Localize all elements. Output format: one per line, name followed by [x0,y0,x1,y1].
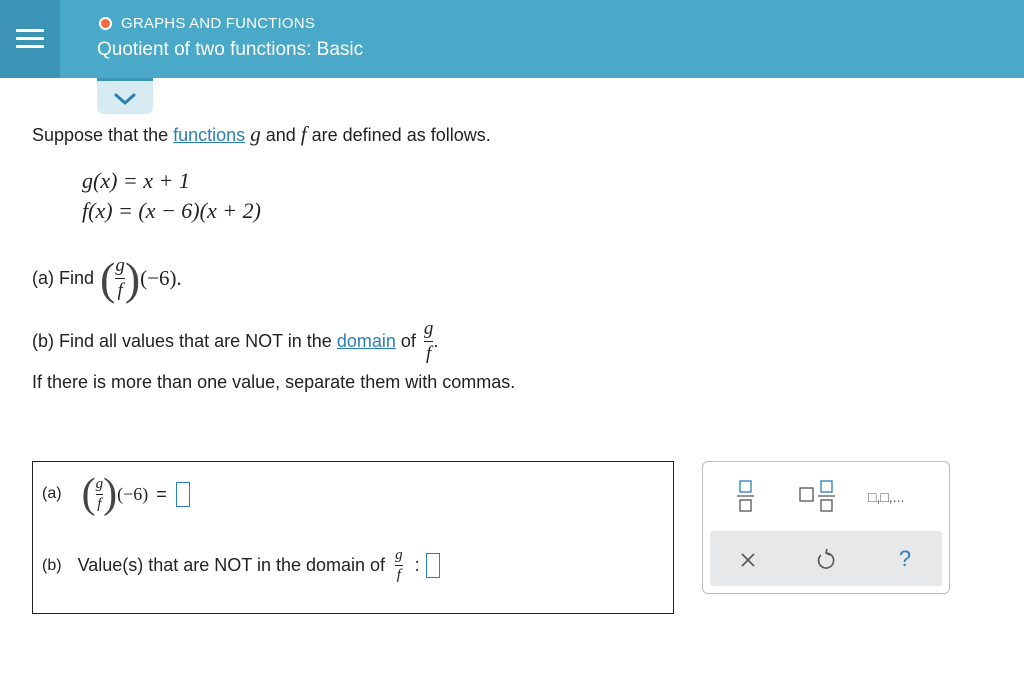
collapse-toggle-button[interactable] [97,78,153,114]
period: . [433,331,439,351]
part-a-label: (a) Find [32,268,95,288]
fraction-numerator: g [95,475,104,492]
fraction-denominator: f [425,343,432,364]
fraction-numerator: g [395,547,403,563]
answer-b-row [42,547,440,584]
answer-b-input[interactable] [426,553,440,578]
menu-button[interactable] [0,0,60,78]
undo-icon [812,545,840,573]
mixed-number-icon [796,475,840,515]
help-icon: ? [898,546,912,571]
right-paren: ) [124,253,141,304]
equation-f: f(x) = (x − 6)(x + 2) [82,198,261,223]
fraction-numerator: g [423,318,434,339]
equals-sign: = [156,483,167,504]
part-a-question [32,252,182,305]
undo-button[interactable] [812,545,840,573]
fraction-button[interactable] [728,475,764,515]
intro-text-end: are defined as follows. [311,125,491,145]
fraction-g-over-f [395,547,403,584]
left-paren: ( [81,471,96,517]
right-paren: ) [103,471,118,517]
part-b-text: (b) Find all values that are NOT in the [32,331,332,351]
fraction-denominator: f [117,280,123,301]
answer-a-input[interactable] [176,482,190,507]
part-a-argument: (−6). [140,266,182,290]
colon: : [414,555,420,575]
category-label: GRAPHS AND FUNCTIONS [121,15,316,32]
equation-g: g(x) = x + 1 [82,168,190,193]
fraction-bar [115,278,125,279]
answer-b-text: Value(s) that are NOT in the domain of [77,555,386,575]
and-text: and [265,125,296,145]
g-symbol: g [250,122,261,146]
of-text: of [400,331,416,351]
functions-link[interactable]: functions [173,125,246,145]
fraction-bar [96,494,104,495]
part-b-question [32,318,438,365]
answer-a-row [42,470,190,518]
hamburger-line [16,45,44,48]
fraction-denominator: f [396,567,401,583]
fraction-numerator: g [115,255,125,276]
fraction-g-over-f [424,318,434,365]
problem-intro [32,122,491,147]
answer-b-label: (b) [42,556,62,574]
left-paren: ( [100,253,116,304]
hamburger-line [16,37,44,40]
intro-text: Suppose that the [32,125,169,145]
answer-a-argument: (−6) [117,483,149,504]
status-dot-icon [99,17,112,30]
fraction-icon [728,475,764,515]
list-button[interactable] [868,485,904,505]
instruction-note: If there is more than one value, separate them with commas. [32,372,516,392]
f-symbol: f [300,122,307,146]
help-button[interactable] [892,546,918,574]
list-icon: □,□,... [868,489,905,505]
page-title: Quotient of two functions: Basic [97,39,364,60]
answer-a-label: (a) [42,485,62,502]
fraction-bar [395,565,403,566]
chevron-down-icon [97,81,153,114]
fraction-denominator: f [97,495,102,512]
fraction-g-over-f [96,476,104,513]
fraction-bar [424,341,434,342]
close-icon [734,545,762,573]
domain-link[interactable]: domain [336,331,396,351]
hamburger-icon [16,29,44,32]
clear-button[interactable] [734,545,762,573]
mixed-number-button[interactable] [796,475,840,515]
fraction-g-over-f [115,255,125,302]
